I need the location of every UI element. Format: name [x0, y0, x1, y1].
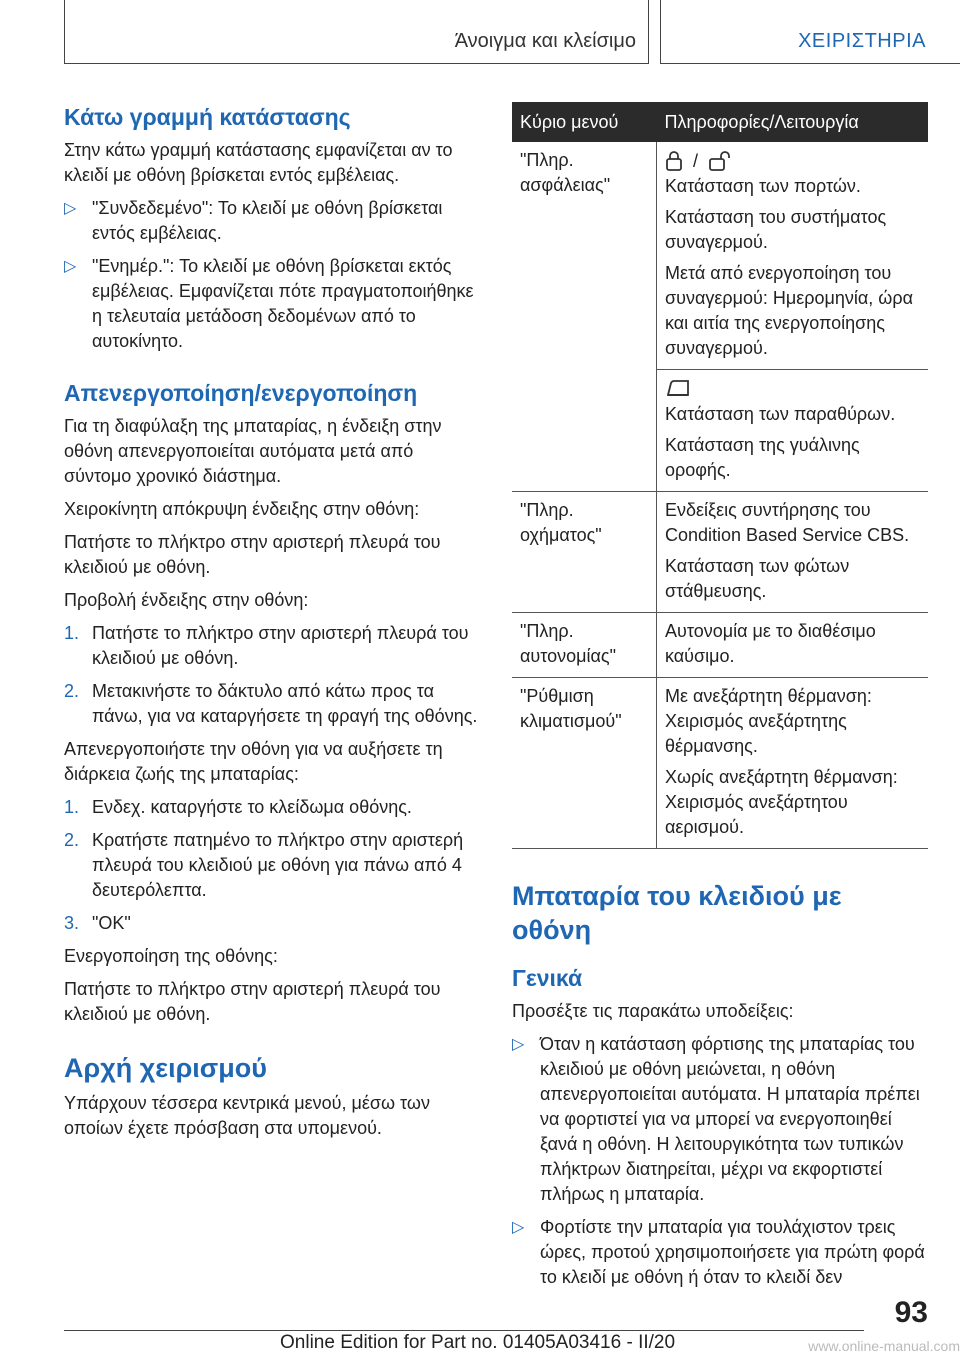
- icon-separator: /: [693, 150, 699, 171]
- footer-watermark: www.online-manual.com: [808, 1338, 960, 1354]
- general-list: [512, 1032, 928, 1290]
- table-cell-info: Κατάσταση των παραθύρων. Κατάσταση της γυάλινης οροφής.: [657, 370, 929, 492]
- triangle-right-icon: ▷: [512, 1036, 525, 1053]
- table-header-main-menu: Κύριο μενού: [512, 102, 657, 142]
- header-chapter-title: ΧΕΙΡΙΣΤΗΡΙΑ: [798, 30, 926, 52]
- table-cell-menu: [512, 370, 657, 492]
- header-chapter-box: [660, 0, 960, 64]
- paragraph: Υπάρχουν τέσσερα κεντρικά μενού, μέσω των οποίων έχετε πρόσβαση στα υπομενού.: [64, 1093, 430, 1138]
- paragraph: Προσέξτε τις παρακάτω υποδείξεις:: [512, 1001, 794, 1021]
- left-column: [64, 102, 484, 1141]
- list-item: 1. Πατήστε το πλήκτρο στην αριστερή πλευρά του κλειδιού με οθόνη.: [64, 623, 469, 668]
- list-item: 2. Μετακινήστε το δάκτυλο από κάτω προς τα πάνω, για να καταργήσετε τη φραγή της οθόνης.: [64, 681, 478, 726]
- heading-status-bar: Κάτω γραμμή κατάστασης: [64, 104, 351, 130]
- triangle-right-icon: ▷: [64, 200, 77, 217]
- steps-show-display: [64, 621, 484, 729]
- list-item: ▷ Φορτίστε την μπαταρία για τουλάχιστον τρεις ώρες, προτού χρησιμοποιήσετε για πρώτη φορά το κλειδί με οθόνη ή όταν το κλειδί δεν: [512, 1217, 925, 1287]
- paragraph: Απενεργοποιήστε την οθόνη για να αυξήσετε τη διάρκεια ζωής της μπαταρίας:: [64, 739, 443, 784]
- list-item: ▷ Όταν η κατάσταση φόρτισης της μπαταρίας του κλειδιού με οθόνη μειώνεται, η οθόνη απενεργοποιείται αυτόματα. Η μπαταρία πρέπει να φορτιστεί για να μπορεί να ενεργοποιηθεί ξανά η οθόνη. Η λειτουργικότητα των τυπικών πλήκτρων διατηρείται, μέχρι να εκφορτιστεί πλήρως η μπαταρία.: [512, 1034, 920, 1204]
- paragraph: Ενεργοποίηση της οθόνης:: [64, 946, 278, 966]
- list-item: 1. Ενδεχ. καταργήστε το κλείδωμα οθόνης.: [64, 797, 412, 817]
- paragraph: Για τη διαφύλαξη της μπαταρίας, η ένδειξη στην οθόνη απενεργοποιείται αυτόματα μετά από σύντομο χρονικό διάστημα.: [64, 416, 442, 486]
- footer-divider: [64, 1330, 864, 1331]
- paragraph: Προβολή ένδειξης στην οθόνη:: [64, 590, 309, 610]
- heading-general: Γενικά: [512, 965, 583, 991]
- table-row: [512, 370, 928, 492]
- page-number: 93: [894, 1296, 928, 1329]
- icon-row: [665, 148, 920, 174]
- footer-edition: Online Edition for Part no. 01405A03416 - II/20: [280, 1332, 676, 1353]
- table-row: [512, 492, 928, 613]
- status-list: [64, 196, 484, 354]
- paragraph: Πατήστε το πλήκτρο στην αριστερή πλευρά του κλειδιού με οθόνη.: [64, 532, 441, 577]
- list-item: 3. "OK": [64, 913, 131, 933]
- lock-closed-icon: [665, 150, 683, 172]
- heading-on-off: Απενεργοποίηση/ενεργοποίηση: [64, 380, 418, 406]
- table-cell-menu: "Πληρ. οχήματος": [512, 492, 657, 613]
- header-section-box: [64, 0, 649, 64]
- table-row: [512, 613, 928, 678]
- table-header-info: Πληροφορίες/Λειτουργία: [657, 102, 929, 142]
- header-section-title: Άνοιγμα και κλείσιμο: [454, 30, 636, 52]
- car-window-icon: [665, 378, 691, 400]
- list-item: 2. Κρατήστε πατημένο το πλήκτρο στην αριστερή πλευρά του κλειδιού με οθόνη για πάνω από 4 δευτερόλεπτα.: [64, 830, 464, 900]
- menu-table: [512, 102, 928, 849]
- triangle-right-icon: ▷: [512, 1219, 525, 1236]
- list-item: ▷ "Συνδεδεμένο": Το κλειδί με οθόνη βρίσκεται εντός εμβέλειας.: [64, 198, 443, 243]
- paragraph: Χειροκίνητη απόκρυψη ένδειξης στην οθόνη:: [64, 499, 420, 519]
- table-row: [512, 142, 928, 370]
- heading-operating-principle: Αρχή χειρισμού: [64, 1053, 268, 1083]
- paragraph-status: Στην κάτω γραμμή κατάστασης εμφανίζεται αν το κλειδί με οθόνη βρίσκεται εντός εμβέλειας.: [64, 140, 453, 185]
- right-column: [512, 102, 928, 1290]
- paragraph: Πατήστε το πλήκτρο στην αριστερή πλευρά του κλειδιού με οθόνη.: [64, 979, 441, 1024]
- table-cell-menu: "Ρύθμιση κλιματισμού": [512, 678, 657, 849]
- table-row: [512, 678, 928, 849]
- table-cell-info: / Κατάσταση των πορτών. Κατάσταση του συστήματος συναγερμού. Μετά από ενεργοποίηση του συναγερμού: Ημερομηνία, ώρα και αιτία της ενεργοποίησης συναγερμού.: [657, 142, 929, 370]
- icon-row: [665, 376, 920, 402]
- table-cell-info: Ενδείξεις συντήρησης του Condition Based Service CBS. Κατάσταση των φώτων στάθμευσης.: [657, 492, 929, 613]
- list-item: ▷ "Ενημέρ.": Το κλειδί με οθόνη βρίσκεται εκτός εμβέλειας. Εμφανίζεται πότε πραγματοποιήθηκε η τελευταία μετάδοση δεδομένων από το αυτοκίνητο.: [64, 256, 474, 351]
- table-cell-info: Με ανεξάρτητη θέρμανση: Χειρισμός ανεξάρτητης θέρμανσης. Χωρίς ανεξάρτητη θέρμανση: Χειρισμός ανεξάρτητου αερισμού.: [657, 678, 929, 849]
- steps-turn-off: [64, 795, 484, 936]
- table-cell-menu: "Πληρ. αυτονομίας": [512, 613, 657, 678]
- triangle-right-icon: ▷: [64, 258, 77, 275]
- table-cell-menu: "Πληρ. ασφάλειας": [520, 150, 611, 195]
- table-cell-info: Αυτονομία με το διαθέσιμο καύσιμο.: [657, 613, 929, 678]
- lock-open-icon: [708, 150, 734, 172]
- heading-key-battery: Μπαταρία του κλειδιού με οθόνη: [512, 881, 842, 945]
